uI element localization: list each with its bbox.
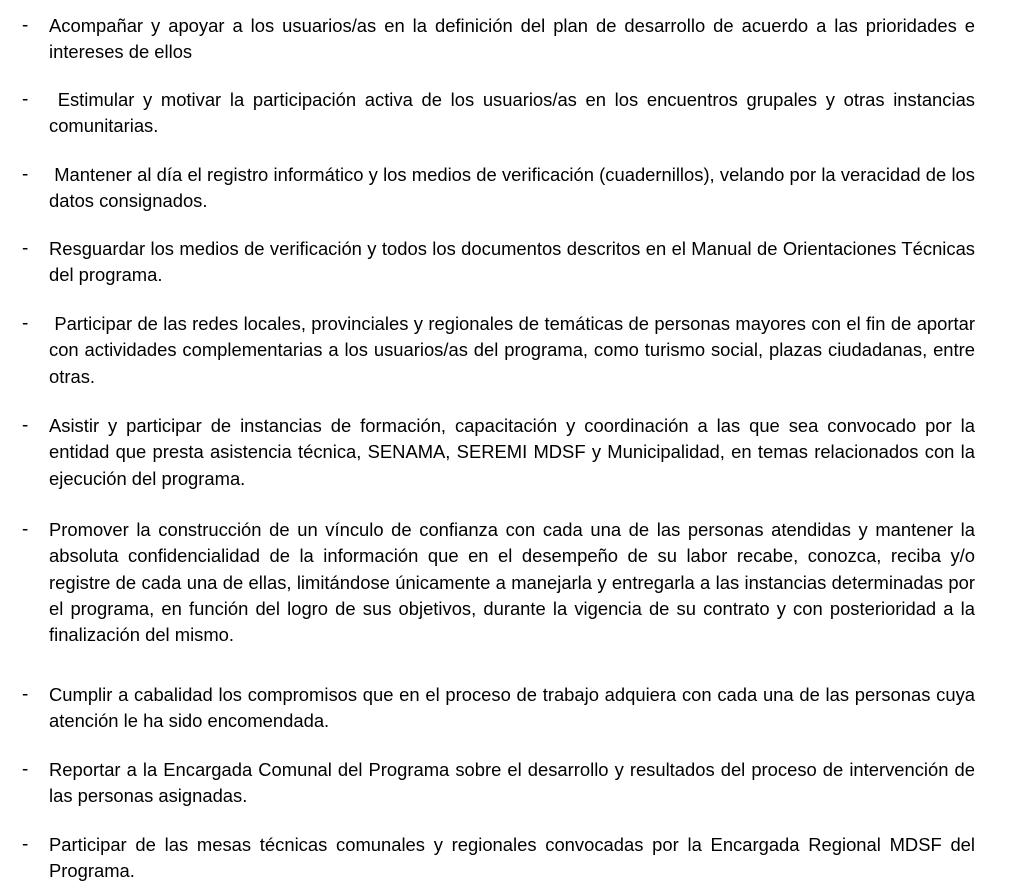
list-item-text: Asistir y participar de instancias de formación, capacitación y coordinación a las que sea convocado por la entidad que presta asistencia técnica, SENAMA, SEREMI MDSF y Municipalidad, en temas relacionados con la ejecución del programa. (49, 415, 981, 489)
list-item-text: Resguardar los medios de verificación y todos los documentos descritos en el Manual de Orientaciones Técnicas del programa. (49, 238, 981, 286)
bullet-dash: - (22, 759, 29, 780)
list-item-text: Promover la construcción de un vínculo de confianza con cada una de las personas atendidas y mantener la absoluta confidencialidad de la información que en el desempeño de su labor recabe, conozca, reciba y/o registre de cada una de ellas, limitándose únicamente a manejarla y entregarla a las instancias determinadas por el programa, en función del logro de sus objetivos, durante la vigencia de su contrato y con posterioridad a la finalización del mismo. (49, 519, 981, 646)
list-item-text: Reportar a la Encargada Comunal del Programa sobre el desarrollo y resultados del proceso de intervención de las personas asignadas. (49, 759, 981, 807)
list-item-text: Cumplir a cabalidad los compromisos que en el proceso de trabajo adquiera con cada una de las personas cuya atención le ha sido encomendada. (49, 684, 981, 732)
list-item-text: Mantener al día el registro informático y los medios de verificación (cuadernillos), velando por la veracidad de los datos consignados. (49, 164, 981, 212)
list-item-text: Participar de las redes locales, provinciales y regionales de temáticas de personas mayores con el fin de aportar con actividades complementarias a los usuarios/as del programa, como turismo social, plazas ciudadanas, entre otras. (49, 313, 981, 387)
bullet-dash: - (22, 15, 29, 36)
bullet-dash: - (22, 89, 29, 110)
bullet-dash: - (22, 834, 29, 855)
bullet-dash: - (22, 519, 29, 540)
list-item-text: Acompañar y apoyar a los usuarios/as en la definición del plan de desarrollo de acuerdo a las prioridades e intereses de ellos (49, 15, 981, 63)
list-item-text: Estimular y motivar la participación activa de los usuarios/as en los encuentros grupales y otras instancias comunitarias. (49, 89, 981, 137)
bullet-dash: - (22, 415, 29, 436)
bullet-dash: - (22, 238, 29, 259)
list-item-text: Participar de las mesas técnicas comunales y regionales convocadas por la Encargada Regional MDSF del Programa. (49, 834, 981, 882)
bullet-dash: - (22, 313, 29, 334)
bullet-dash: - (22, 684, 29, 705)
bullet-dash: - (22, 164, 29, 185)
